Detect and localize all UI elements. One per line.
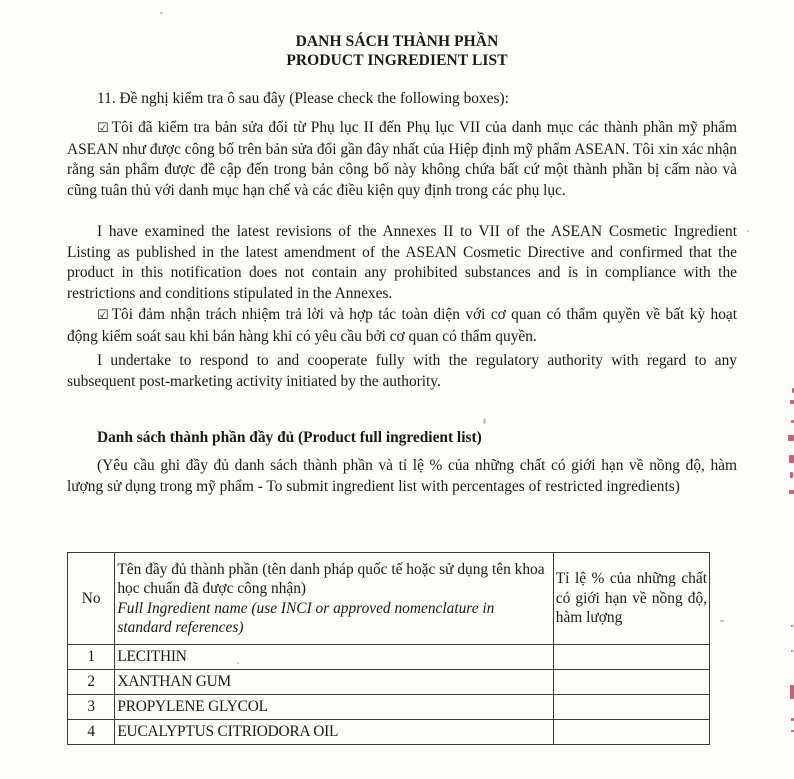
- table-header-row: [68, 553, 710, 645]
- checkbox-1-text-vn: Tôi đã kiểm tra bản sửa đổi từ Phụ lục II đến Phụ lục VII của danh mục các thành phần mỹ phẩm ASEAN như được công bố trên bản sửa đổi gần đây nhất của Hiệp định mỹ phẩm ASEAN. Tôi xin xác nhận rằng sản phẩm được đề cập đến trong bản công bố này không chứa bất cứ một thành phần bị cấm nào và cũng tuân thủ với danh mục hạn chế và các điều kiện quy định trong các phụ lục.: [67, 119, 737, 199]
- stamp-fragment: [790, 472, 793, 478]
- row-percentage: [553, 670, 709, 695]
- section-11-header: 11. Đề nghị kiểm tra ô sau đây (Please check the following boxes):: [97, 90, 509, 107]
- scan-speck: [720, 620, 724, 622]
- scan-speck: [160, 12, 163, 14]
- checked-box-icon[interactable]: ☑: [97, 308, 109, 323]
- scan-speck: [237, 662, 239, 664]
- ingredient-list-note: (Yêu cầu ghi đầy đủ danh sách thành phần và tỉ lệ % của những chất có giới hạn về nồng độ, hàm lượng sử dụng trong mỹ phẩm - To submit ingredient list with percentages of restricted ingredients): [67, 457, 737, 495]
- scan-speck: [483, 418, 486, 424]
- stamp-fragment: [788, 435, 794, 441]
- table-row: [68, 670, 710, 695]
- row-ingredient-name: PROPYLENE GLYCOL: [115, 695, 553, 720]
- stamp-fragment: [791, 625, 793, 627]
- ingredient-list-title: Danh sách thành phần đầy đủ (Product full ingredient list): [97, 429, 482, 446]
- stamp-fragment: [791, 650, 793, 652]
- row-percentage: [553, 645, 709, 670]
- table-row: [68, 695, 710, 720]
- stamp-fragment: [789, 455, 794, 463]
- stamp-fragment: [790, 400, 794, 404]
- row-percentage: [553, 720, 709, 745]
- row-no: 1: [68, 645, 115, 670]
- checkbox-2-statement-en: I undertake to respond to and cooperate fully with the regulatory authority with regard to any subsequent post-marketing activity initiated by the authority.: [67, 352, 737, 390]
- row-ingredient-name: EUCALYPTUS CITRIODORA OIL: [115, 720, 553, 745]
- ingredient-table: [67, 552, 710, 745]
- table-row: [68, 645, 710, 670]
- row-ingredient-name: XANTHAN GUM: [115, 670, 553, 695]
- checkbox-2-text-vn: Tôi đảm nhận trách nhiệm trả lời và hợp tác toàn diện với cơ quan có thẩm quyền về bất kỳ hoạt động kiểm soát sau khi bán hàng khi có yêu cầu bởi cơ quan có thẩm quyền.: [67, 306, 737, 345]
- header-name-en: Full Ingredient name (use INCI or approved nomenclature in standard references): [117, 599, 495, 636]
- table-row: [68, 720, 710, 745]
- stamp-fragment: [790, 685, 794, 699]
- document-title-en: PRODUCT INGREDIENT LIST: [286, 52, 508, 69]
- checkbox-1-statement-en: I have examined the latest revisions of the Annexes II to VII of the ASEAN Cosmetic Ingredient Listing as published in the latest amendment of the ASEAN Cosmetic Directive and confirmed that the product in this notification does not contain any prohibited substances and is in compliance with the restrictions and conditions stipulated in the Annexes.: [67, 223, 737, 302]
- row-no: 2: [68, 670, 115, 695]
- row-ingredient-name: LECITHIN: [115, 645, 553, 670]
- header-name-vn: Tên đầy đủ thành phần (tên danh pháp quốc tế hoặc sử dụng tên khoa học chuẩn đã được công nhận): [117, 560, 545, 597]
- document-title-vn: DANH SÁCH THÀNH PHẦN: [295, 33, 499, 50]
- row-no: 3: [68, 695, 115, 720]
- row-no: 4: [68, 720, 115, 745]
- checkbox-2-statement-vn: [67, 305, 737, 347]
- header-no: No: [68, 553, 115, 645]
- row-percentage: [553, 695, 709, 720]
- stamp-fragment: [789, 490, 794, 494]
- checkbox-1-statement-vn: [67, 118, 737, 201]
- header-ingredient-name: [115, 553, 553, 645]
- header-percentage: Tỉ lệ % của những chất có giới hạn về nồng độ, hàm lượng: [553, 553, 709, 645]
- scan-speck: [747, 230, 749, 232]
- checked-box-icon[interactable]: ☑: [97, 121, 109, 136]
